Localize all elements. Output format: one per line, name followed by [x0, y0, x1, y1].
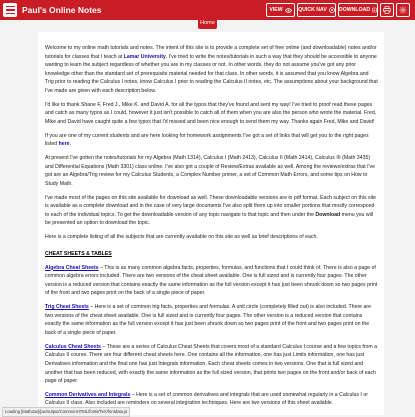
subject-item	[45, 303, 378, 337]
eye-icon	[285, 8, 292, 13]
intro-paragraph-2: I'd like to thank Shane F, Fred J., Mike K. and David A. for all the typos that they've found and sent my way! I've tried to proof read these pages and catch as many typos as I could, however it just isn't possible to catch all of them when you are also the person who wrote the material. Fred, Mike and David have caught quite a few typos that I'd missed and been nice enough to send them my way. Thanks again Fred, Mike and David!	[45, 101, 377, 125]
download-menu-button[interactable]	[338, 3, 378, 17]
download-icon	[372, 7, 377, 13]
main-content	[38, 32, 384, 415]
common-derivatives-integrals-link[interactable]: Common Derivatives and Integrals	[45, 391, 131, 398]
section-heading-text: CHEAT SHEETS & TABLES	[45, 250, 112, 257]
subject-description: – Here is a set of common trig facts, properties and formulas. A unit circle (completely filled out) is also included. There are two versions of the cheat sheet available. One is full sized and is currently four pages. The other version is a reduced version that contains exactly the same information as the full version except it has just been shrunk down so two pages print of the front and two pages print on the back of a single piece of paper.	[45, 304, 372, 336]
view-label: VIEW	[269, 7, 283, 13]
compass-icon	[329, 7, 335, 13]
lamar-university-link[interactable]: Lamar University	[123, 53, 166, 60]
calculus-cheat-sheets-link[interactable]: Calculus Cheat Sheets	[45, 343, 101, 350]
settings-button[interactable]	[396, 3, 410, 17]
homework-here-link[interactable]: here	[58, 141, 70, 148]
subject-item	[45, 391, 378, 408]
download-label: DOWNLOAD	[339, 7, 371, 13]
intro-paragraph-5	[45, 194, 378, 228]
section-heading-cheat-sheets	[45, 250, 378, 259]
subject-item	[45, 343, 378, 386]
intro-text: Welcome to my online math tutorials and notes. The intent of this site is to provide a complete set of free online (and downloadable) notes and/or tutorials for classes that I teach at	[45, 45, 377, 60]
algebra-cheat-sheets-link[interactable]: Algebra Cheat Sheets	[45, 264, 99, 271]
loading-status-bar: Loading [MathJax]/jax/output/CommonHTML/fonts/TeX/fontdata.js	[2, 407, 130, 417]
subject-description: – Here is a set of common derivatives and integrals that are used somewhat regularly in a Calculus I or Calculus II class. Also included are reminders on several integration techniques. Here are two versions of this sheet available.	[45, 391, 368, 407]
quick-nav-label: QUICK NAV	[298, 7, 327, 13]
intro-text: I've made most of the pages on this site available for download as well. These downloadable versions are in pdf format. Each subject on this site is available as a complete download and in the case of very large documents I've also split them up into smaller portions that mostly correspond to each of the individual topics. To get the downloadable version of any topic navigate to that topic and then under the	[45, 194, 377, 218]
view-menu-button[interactable]	[266, 3, 295, 17]
download-menu-mention: Download	[315, 211, 341, 218]
intro-text: menu you will be presented an option to download the topic.	[45, 211, 374, 227]
subject-description: – These are a series of Calculus Cheat Sheets that covers most of a standard Calculus I course and a few topics from a Calculus II course. There are four different cheat sheets here. One contains all the information, one has just Limits information, one has just Derivatives information and the final one has just Integrals information. Each cheat sheets comes in two versions. One that is full sized and another that has been reduced, with exactly the same information as the full sized version, that prints two pages on the front and/or back of each page of paper.	[45, 343, 378, 385]
site-title[interactable]: Paul's Online Notes	[22, 5, 102, 15]
intro-paragraph-6: Here is a complete listing of all the subjects that are currently available on this site as well as brief descriptions of each.	[45, 234, 318, 241]
trig-cheat-sheets-link[interactable]: Trig Cheat Sheets	[45, 304, 89, 311]
quick-nav-menu-button[interactable]	[297, 3, 336, 17]
intro-text: .	[69, 141, 71, 148]
intro-text: If you are one of my current students and are here looking for homework assignments I've got a set of links that will get you to the right pages listed	[45, 132, 369, 148]
gear-icon	[399, 6, 407, 14]
intro-text: . I've tried to write the notes/tutorials in such a way that they should be accessible to anyone wanting to learn the subject regardless of whether you are in my classes or not. In other words, they do not assume you've got any prior knowledge other than the standard set of prerequisite material needed for that class. In other words, it is assumed that you know Algebra and Trig prior to reading the Calculus I notes, know Calculus I prior to reading the Calculus II notes, etc. The assumptions about your background that I've made are given with each description below.	[45, 53, 378, 94]
subject-item	[45, 264, 378, 298]
print-button[interactable]	[380, 3, 394, 17]
subject-description: – This is as many common algebra facts, properties, formulas, and functions that I could think of. There is also a page of common algebra errors included. There are two versions of the cheat sheet available. One is full sized and is currently four pages. The other version is a reduced version that contains exactly the same information as the full version except it has just been shrunk down so two pages print of the front and two pages print on the back of a single piece of paper.	[45, 264, 378, 297]
home-button[interactable]: Home	[198, 17, 217, 29]
hamburger-menu-button[interactable]	[3, 3, 17, 17]
intro-paragraph-3	[45, 132, 378, 149]
intro-paragraph-4: At present I've gotten the notes/tutorials for my Algebra (Math 1314), Calculus I (Math 2413), Calculus II (Math 2414), Calculus III (Math 3435) and Differential Equations (Math 3301) class online. I've also got a couple of Review/Extras available as well. Among the reviews/extras that I've got are an Algebra/Trig review for my Calculus Students, a Complex Number primer, a set of Common Math Errors, and some tips on How to Study Math.	[45, 155, 376, 187]
printer-icon	[383, 6, 391, 14]
intro-paragraph-1	[45, 44, 378, 96]
